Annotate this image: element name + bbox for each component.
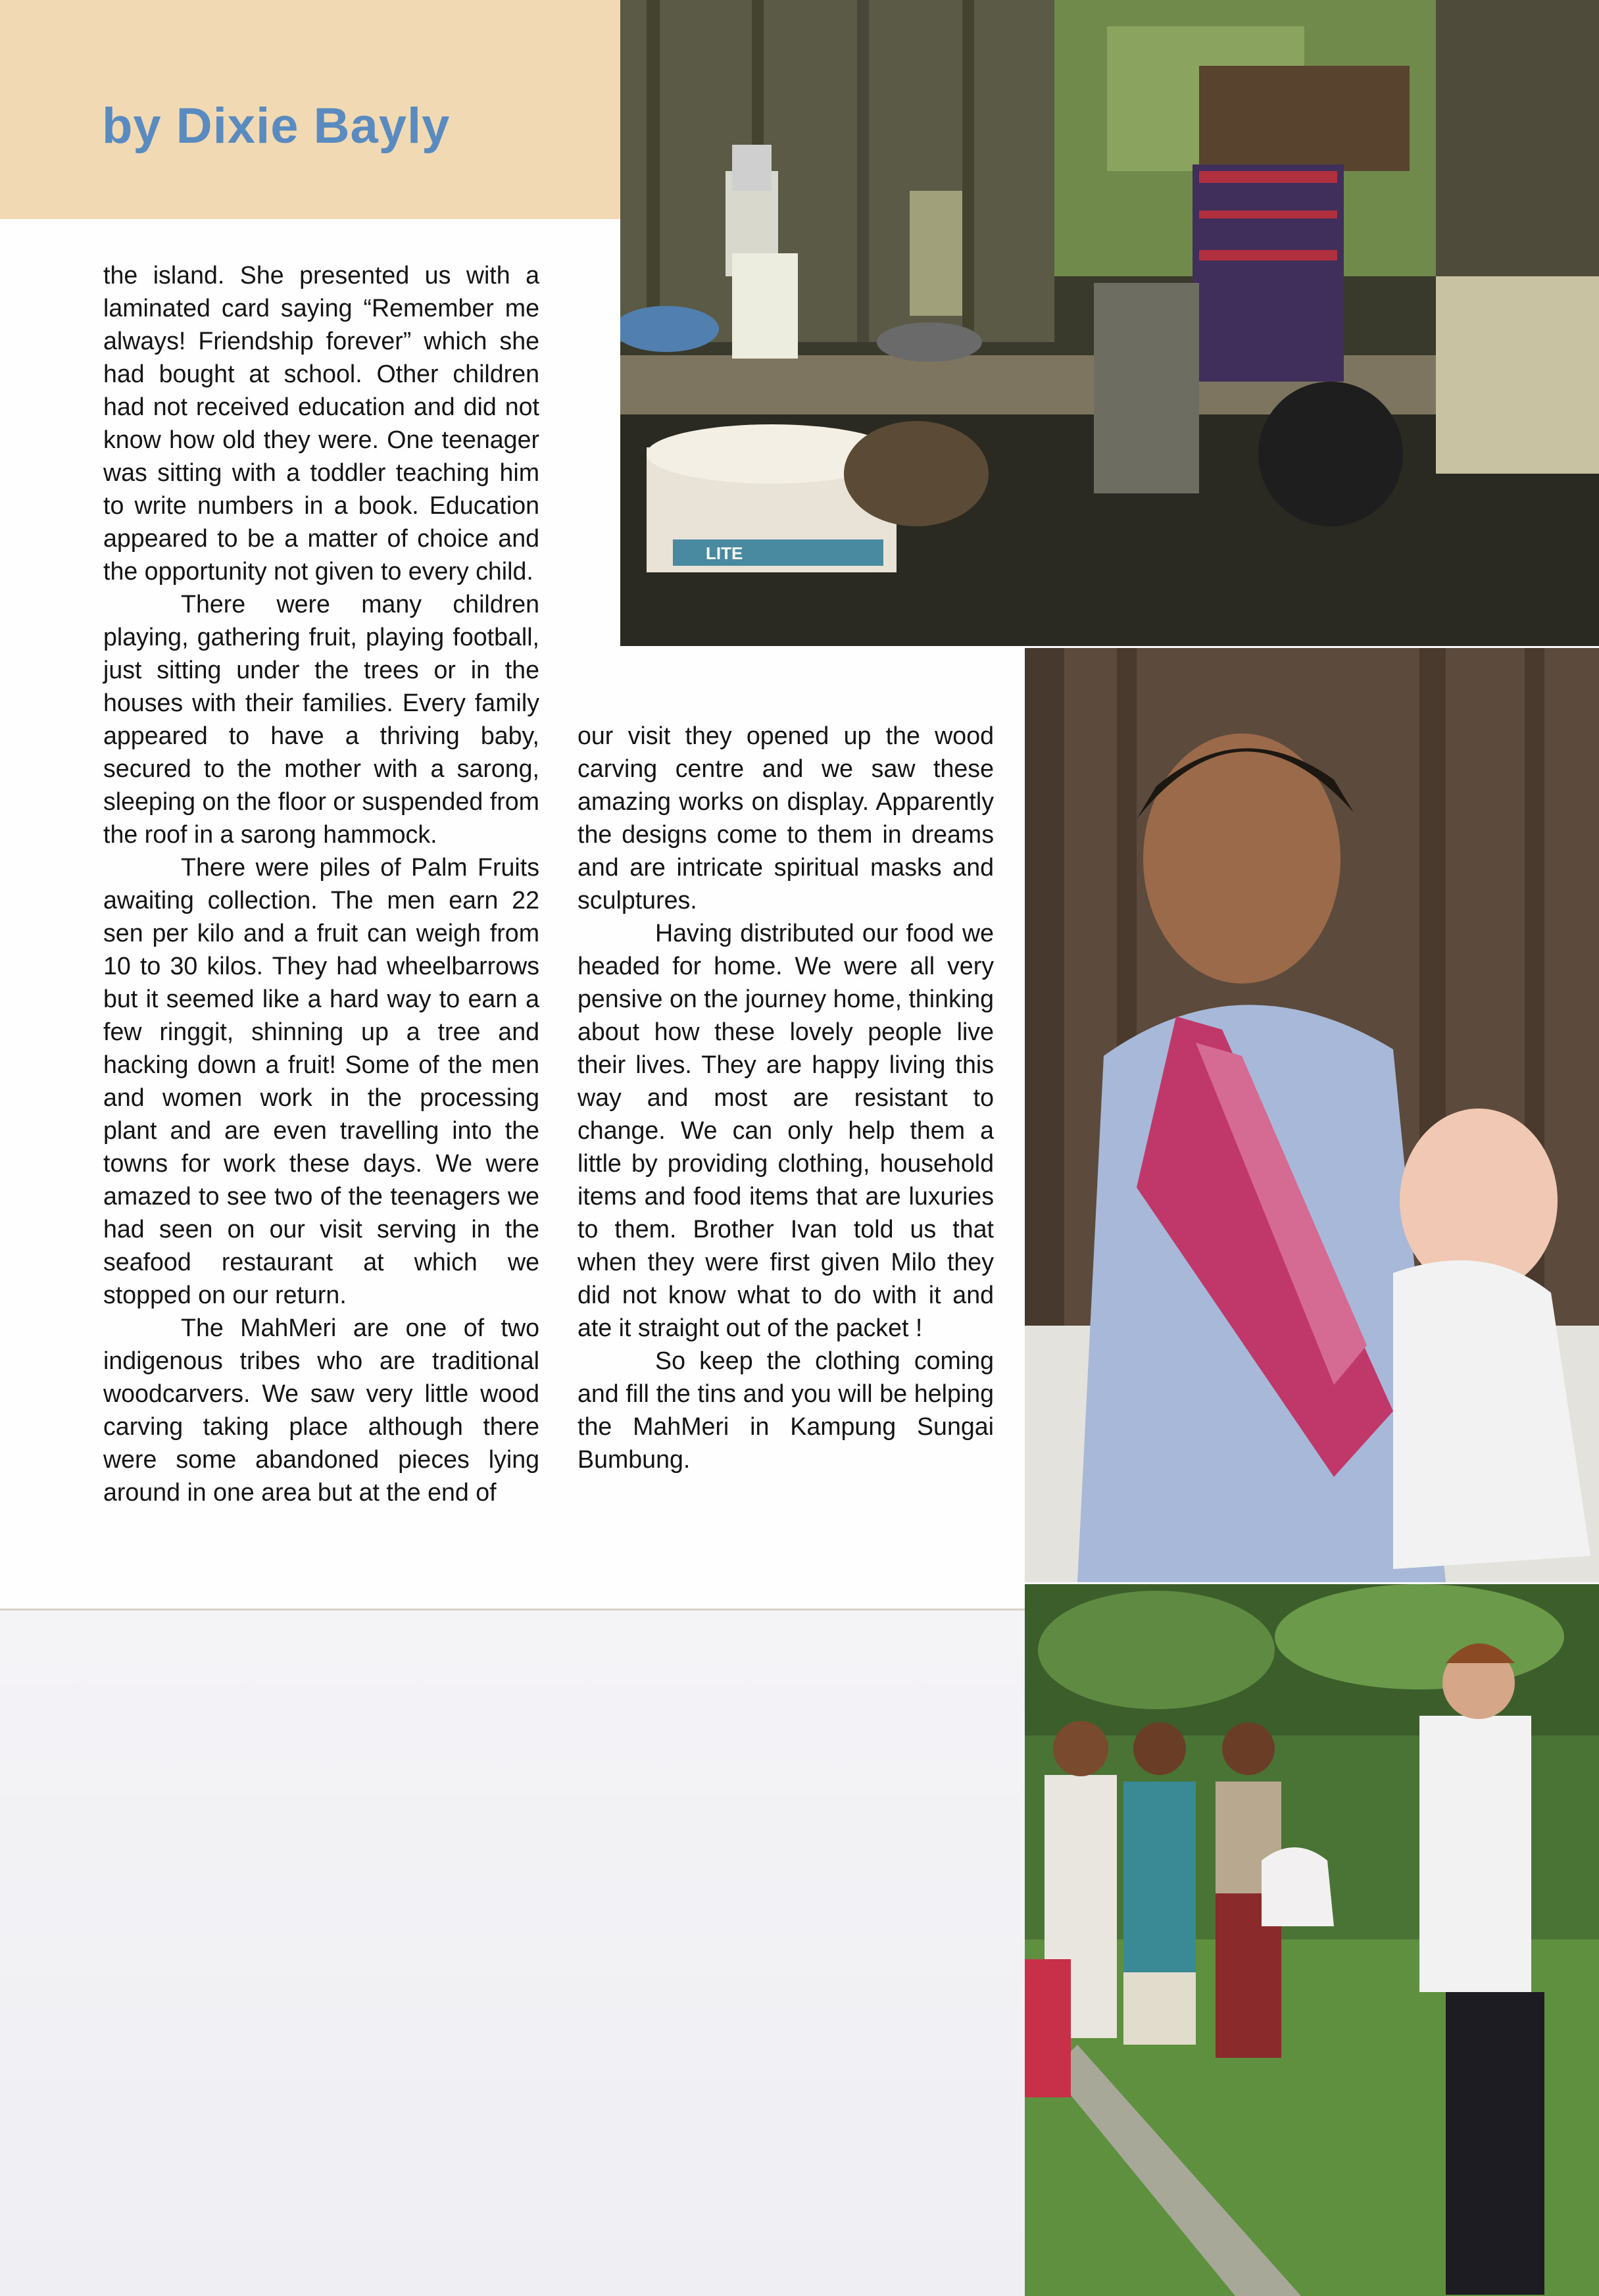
blank-panel (0, 1610, 1026, 2296)
paragraph: There were piles of Palm Fruits awaiting collection. The men earn 22 sen per kilo and a fruit can weigh from 10 to 30 kilos. They had wheelbarrows but it seemed like a hard way to earn a few ringgit, shinning up a tree and hacking down a fruit! Some of the men and women work in the processing plant and are even travelling into the towns for work these days. We were amazed to see two of the teenagers we had seen on our visit serving in the seafood restaurant at which we stopped on our return. (103, 853, 539, 1309)
paragraph: So keep the clothing coming and fill the tins and you will be helping the MahMeri in Kampung Sungai Bumbung. (578, 1347, 994, 1473)
article-column-2 (578, 719, 994, 1476)
woman-with-baby-illustration (1025, 648, 1599, 1582)
paragraph: There were many children playing, gathering fruit, playing football, just sitting under the trees or in the houses with their families. Every family appeared to have a thriving baby, secured to the mother with a sarong, sleeping on the floor or suspended from the roof in a sarong hammock. (103, 590, 539, 848)
paragraph: Having distributed our food we headed for home. We were all very pensive on the journey home, thinking about how these lovely people live their lives. They are happy living this way and most are resistant to change. We can only help them a little by providing clothing, household items and food items that are luxuries to them. Brother Ivan told us that when they were first given Milo they did not know what to do with it and ate it straight out of the packet ! (578, 919, 994, 1341)
author-byline: by Dixie Bayly (102, 98, 451, 154)
paragraph: our visit they opened up the wood carving centre and we saw these amazing works on display. Apparently the designs come to them in dreams and are intricate spiritual masks and sculptures. (578, 722, 994, 914)
children-photo (1025, 1584, 1599, 2296)
kitchen-photo-illustration (620, 0, 1599, 646)
article-column-1 (103, 259, 539, 1509)
paragraph: The MahMeri are one of two indigenous tribes who are traditional woodcarvers. We saw very little wood carving taking place although there were some abandoned pieces lying around in one area but at the end of (103, 1314, 539, 1506)
children-illustration (1025, 1584, 1599, 2296)
tub-label: LITE (706, 543, 743, 563)
woman-with-baby-photo (1025, 648, 1599, 1582)
kitchen-photo (620, 0, 1599, 646)
paragraph: the island. She presented us with a laminated card saying “Remember me always! Friendship forever” which she had bought at school. Other children had not received education and did not know how old they were. One teenager was sitting with a toddler teaching him to write numbers in a book. Education appeared to be a matter of choice and the opportunity not given to every child. (103, 261, 539, 585)
